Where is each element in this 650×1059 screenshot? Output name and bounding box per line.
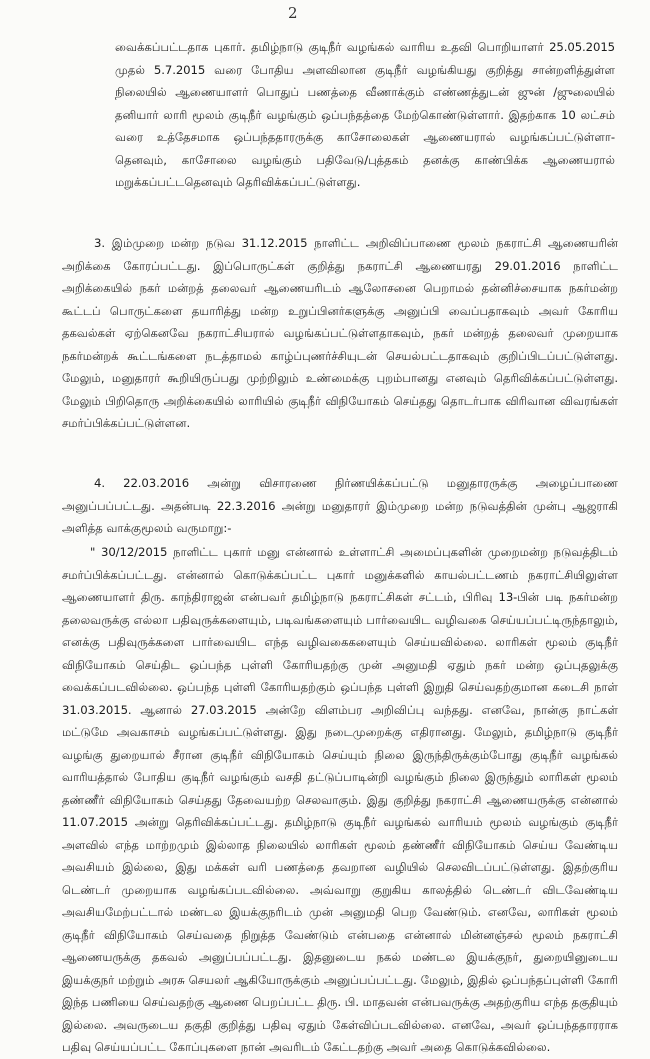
paragraph-3-commissioner-report: 3. இம்முறை மன்ற நடுவ 31.12.2015 நாளிட்ட அறிவிப்பாணை மூலம் நகராட்சி ஆணையரின் அறிக்கை கோரப்பட்டது. இப்பொருட்கள் குறித்து நகராட்சி ஆணையரது 29.01.2016 நாளிட்ட அறிக்கையில் நகர் மன்றத் தலைவர் ஆணையரிடம் ஆலோசனை பெறாமல் தன்னிச்சையாக நகர்மன்ற கூட்டப் பொருட்களை தயாரித்து மன்ற உறுப்பினர்களுக்கு அனுப்பி வைப்பதாகவும் அவர் கோரிய தகவல்கள் ஏற்கெனவே நகராட்சியரால் வழங்கப்பட்டுள்ளதாகவும், நகர் மன்றத் தலைவர் முறையாக நகர்மன்றக் கூட்டங்களை நடத்தாமல் காழ்ப்புணர்ச்சியுடன் செயல்பட்டதாகவும் குறிப்பிடப்பட்டுள்ளது. மேலும், மனுதாரர் கூறியிருப்பது முற்றிலும் உண்மைக்கு புறம்பானது எனவும் தெரிவிக்கப்பட்டுள்ளது. மேலும் பிறிதொரு அறிக்கையில் லாரியில் குடிநீர் விநியோகம் செய்தது தொடர்பாக விரிவான விவரங்கள் சமர்ப்பிக்கப்பட்டுள்ளன. (62, 236, 618, 430)
paragraph-petitioner-statement: " 30/12/2015 நாளிட்ட புகார் மனு என்னால் உள்ளாட்சி அமைப்புகளின் முறைமன்ற நடுவத்திடம் சமர்ப்பிக்கப்பட்டது. என்னால் கொடுக்கப்பட்ட புகார் மனுக்களில் காயல்பட்டணம் நகராட்சியிலுள்ள ஆணையாளர் திரு. காந்திராஜன் என்பவர் தமிழ்நாடு நகராட்சிகள் சட்டம், பிரிவு 13-பின் படி நகர்மன்ற தலைவருக்கு எல்லா பதிவுருக்களையும், படிவங்களையும் பார்வையிட வழிவகை செய்யப்பட்டிருந்தாலும், எனக்கு பதிவுருக்களை பார்வையிட எந்த வழிவகைகளையும் செய்யவில்லை. லாரிகள் மூலம் குடிநீர் விநியோகம் செய்திட ஒப்பந்த புள்ளி கோரியதற்கு முன் அனுமதி ஏதும் நகர் மன்ற ஒப்புதலுக்கு வைக்கப்படவில்லை. ஒப்பந்த புள்ளி கோரியதற்கும் ஒப்பந்த புள்ளி இறுதி செய்வதற்குமான கடைசி நாள் 31.03.2015. ஆனால் 27.03.2015 அன்றே விளம்பர அறிவிப்பு வந்தது. எனவே, நான்கு நாட்கள் மட்டுமே அவகாசம் வழங்கப்பட்டுள்ளது. இது நடைமுறைக்கு எதிரானது. மேலும், தமிழ்நாடு குடிநீர் வழங்கு துறையால் சீரான குடிநீர் விநியோகம் செய்யும் நிலை இருந்திருக்கும்போது குடிநீர் வழங்கல் வாரியத்தால் போதிய குடிநீர் வழங்கும் வசதி தட்டுப்பாடின்றி வழங்கும் நிலை இருந்தும் லாரிகள் மூலம் தண்ணீர் விநியோகம் செய்தது தேவையற்ற செலவாகும். இது குறித்து நகராட்சி ஆணையருக்கு என்னால் 11.07.2015 அன்று தெரிவிக்கப்பட்டது. தமிழ்நாடு குடிநீர் வழங்கல் வாரியம் மூலம் வழங்கும் குடிநீர் அளவில் எந்த மாற்றமும் இல்லாத நிலையில் லாரிகள் மூலம் தண்ணீர் விநியோகம் செய்ய வேண்டிய அவசியம் இல்லை, இது மக்கள் வரி பணத்தை தவறான வழியில் செலவிடப்பட்டுள்ளது. இதற்குரிய டெண்டர் முறையாக வழங்கப்படவில்லை. அவ்வாறு குறுகிய காலத்தில் டெண்டர் விடவேண்டிய அவசியமேற்பட்டால் மண்டல இயக்குநரிடம் முன் அனுமதி பெற வேண்டும். எனவே, லாரிகள் மூலம் குடிநீர் விநியோகம் செய்வதை நிறுத்த வேண்டும் என்பதை என்னால் மின்னஞ்சல் மூலம் நகராட்சி ஆணையருக்கு தகவல் அனுப்பப்பட்டது. இதனுடைய நகல் மண்டல இயக்குநர், துறையினுடைய இயக்குநர் மற்றும் அரசு செயலர் ஆகியோருக்கும் அனுப்பப்பட்டது. மேலும், இதில் ஒப்பந்தப்புள்ளி கோரி இந்த பணியை செய்வதற்கு ஆணை பெறப்பட்ட திரு. பி. மாதவன் என்பவருக்கு அதற்குரிய எந்த தகுதியும் இல்லை. அவருடைய தகுதி குறித்து பதிவு ஏதும் கேள்விப்படவில்லை. எனவே, அவர் ஒப்பந்ததாரராக பதிவு செய்யப்பட்ட கோப்புகளை நான் அவரிடம் கேட்டதற்கு அவர் அதை கொடுக்கவில்லை. (62, 545, 618, 1054)
paragraph-complaint-continuation: வைக்கப்பட்டதாக புகார். தமிழ்நாடு குடிநீர் வழங்கல் வாரிய உதவி பொறியாளர் 25.05.2015 முதல் 5.7.2015 வரை போதிய அளவிலான குடிநீர் வழங்கியது குறித்து சான்றளித்துள்ள நிலையில் ஆணையாளர் பொதுப் பணத்தை வீணாக்கும் எண்ணத்துடன் ஜுன் /ஜுலையில் தனியார் லாரி மூலம் குடிநீர் வழங்கும் ஒப்பந்தத்தை மேற்கொண்டுள்ளார். இதற்காக 10 லட்சம் வரை உத்தேசமாக ஒப்பந்ததாரருக்கு காசோலைகள் ஆணையரால் வழங்கப்பட்டுள்ளா- தெனவும், காசோலை வழங்கும் பதிவேடு/புத்தகம் தனக்கு காண்பிக்க ஆணையரால் மறுக்கப்பட்டதெனவும் தெரிவிக்கப்பட்டுள்ளது. (115, 40, 615, 189)
page-number: 2 (288, 4, 298, 22)
paragraph-4-hearing: 4. 22.03.2016 அன்று விசாரணை நிர்ணயிக்கப்பட்டு மனுதாரருக்கு அழைப்பாணை அனுப்பப்பட்டது. அதன்படி 22.3.2016 அன்று மனுதாரர் இம்முறை மன்ற நடுவத்தின் முன்பு ஆஜராகி அளித்த வாக்குமூலம் வருமாறு:- (62, 476, 618, 535)
